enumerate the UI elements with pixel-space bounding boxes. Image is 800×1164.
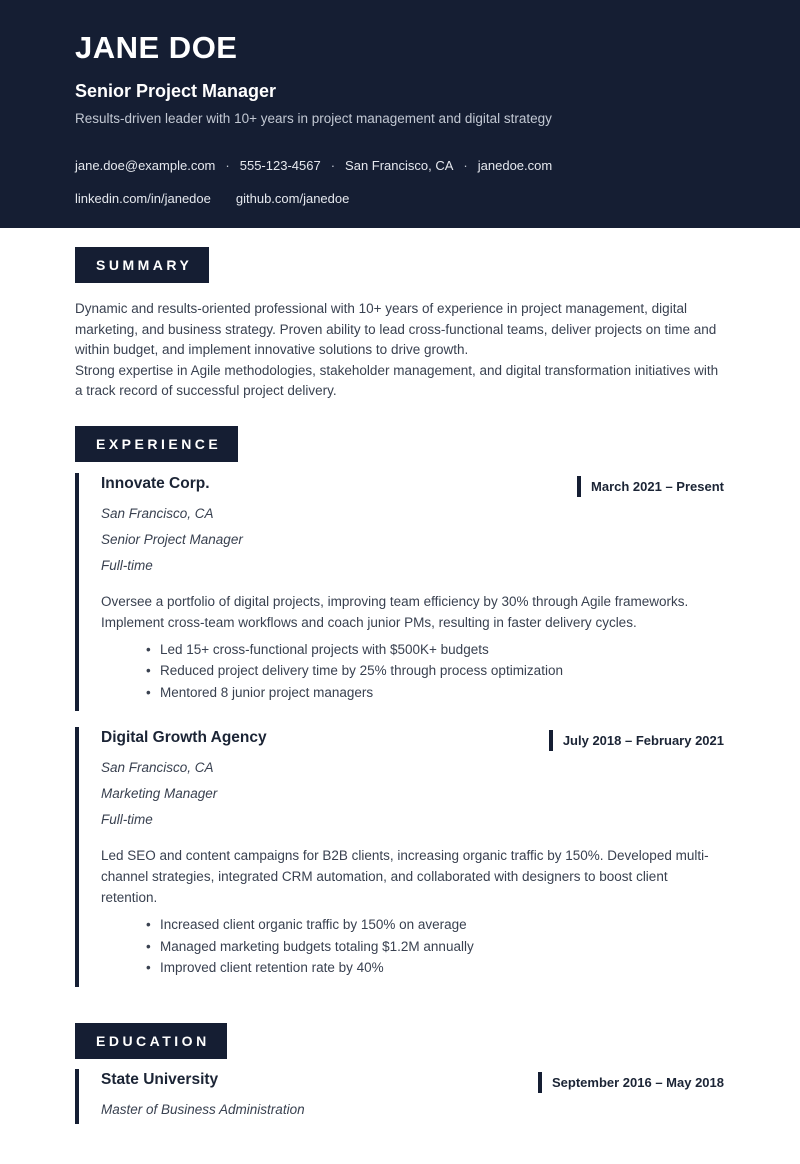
- company-name: Digital Growth Agency: [101, 729, 267, 746]
- achievement-item: • Mentored 8 junior project managers: [146, 682, 724, 704]
- education-entry: [75, 1069, 724, 1124]
- website-text: janedoe.com: [477, 158, 553, 173]
- experience-entry: [75, 473, 724, 712]
- job-role: Senior Project Manager: [101, 531, 243, 547]
- date-accent-bar: [577, 476, 581, 497]
- date-text: July 2018 – February 2021: [562, 733, 724, 748]
- phone-text: 555-123-4567: [239, 158, 321, 173]
- date-text: March 2021 – Present: [591, 478, 724, 494]
- job-description: Led SEO and content campaigns for B2B clients, increasing organic traffic by 150%. Developed multi-channel strategies, integrated CRM automation, and collaborated with designers to boost client retention.: [101, 848, 709, 905]
- achievement-list: [101, 639, 724, 704]
- entry-header-row: [101, 475, 724, 497]
- tagline: Results-driven leader with 10+ years in project management and digital strategy: [75, 111, 552, 126]
- achievement-list: [101, 914, 724, 979]
- date-text: September 2016 – May 2018: [552, 1074, 724, 1090]
- entry-header-row: [101, 729, 724, 751]
- experience-entry: [75, 727, 724, 987]
- degree-name: Master of Business Administration: [101, 1101, 305, 1117]
- summary-heading: SUMMARY: [75, 247, 209, 283]
- dot-separator: ·: [225, 158, 230, 173]
- summary-paragraph: Strong expertise in Agile methodologies, stakeholder management, and digital transformation initiatives with a track record of successful project delivery.: [75, 362, 719, 398]
- summary-paragraph: Dynamic and results-oriented professional with 10+ years of experience in project management, digital marketing, and business strategy. Proven ability to lead cross-functional teams, deliver projects on time and within budget, and implement innovative solutions to drive growth.: [75, 301, 717, 357]
- email-text: jane.doe@example.com: [75, 158, 216, 173]
- entry-header-row: [101, 1071, 724, 1093]
- dot-separator: ·: [330, 158, 336, 173]
- job-role: Marketing Manager: [101, 786, 218, 801]
- experience-heading: EXPERIENCE: [75, 426, 238, 462]
- date-range: [538, 1072, 724, 1093]
- person-job-title: Senior Project Manager: [75, 81, 277, 101]
- education-heading: EDUCATION: [75, 1023, 227, 1059]
- dot-separator: ·: [463, 158, 468, 173]
- job-location: San Francisco, CA: [101, 760, 214, 775]
- resume-body: [0, 228, 800, 1164]
- links-line: [75, 191, 725, 206]
- date-range: [577, 476, 724, 497]
- experience-section: [75, 402, 724, 987]
- person-name: JANE DOE: [75, 30, 238, 65]
- employment-type: Full-time: [101, 557, 153, 573]
- date-accent-bar: [549, 730, 553, 751]
- job-location: San Francisco, CA: [101, 505, 214, 521]
- linkedin-url: linkedin.com/in/janedoe: [75, 191, 211, 206]
- achievement-item: • Managed marketing budgets totaling $1.2M annually: [146, 936, 724, 958]
- github-url: github.com/janedoe: [235, 191, 350, 206]
- contact-line: [75, 158, 725, 173]
- summary-section: [75, 247, 724, 402]
- header: [0, 0, 800, 228]
- achievement-item: • Improved client retention rate by 40%: [146, 957, 724, 979]
- date-accent-bar: [538, 1072, 542, 1093]
- school-name: State University: [101, 1070, 219, 1088]
- job-description: Oversee a portfolio of digital projects, improving team efficiency by 30% through Agile frameworks. Implement cross-team workflows and coach junior PMs, resulting in faster delivery cycles.: [101, 593, 689, 630]
- employment-type: Full-time: [101, 812, 153, 827]
- location-text: San Francisco, CA: [345, 158, 454, 173]
- company-name: Innovate Corp.: [101, 474, 210, 492]
- achievement-item: • Led 15+ cross-functional projects with $500K+ budgets: [146, 639, 724, 661]
- achievement-item: • Increased client organic traffic by 150% on average: [146, 914, 724, 936]
- education-section: [75, 987, 724, 1124]
- date-range: [549, 730, 724, 751]
- achievement-item: • Reduced project delivery time by 25% through process optimization: [146, 660, 724, 682]
